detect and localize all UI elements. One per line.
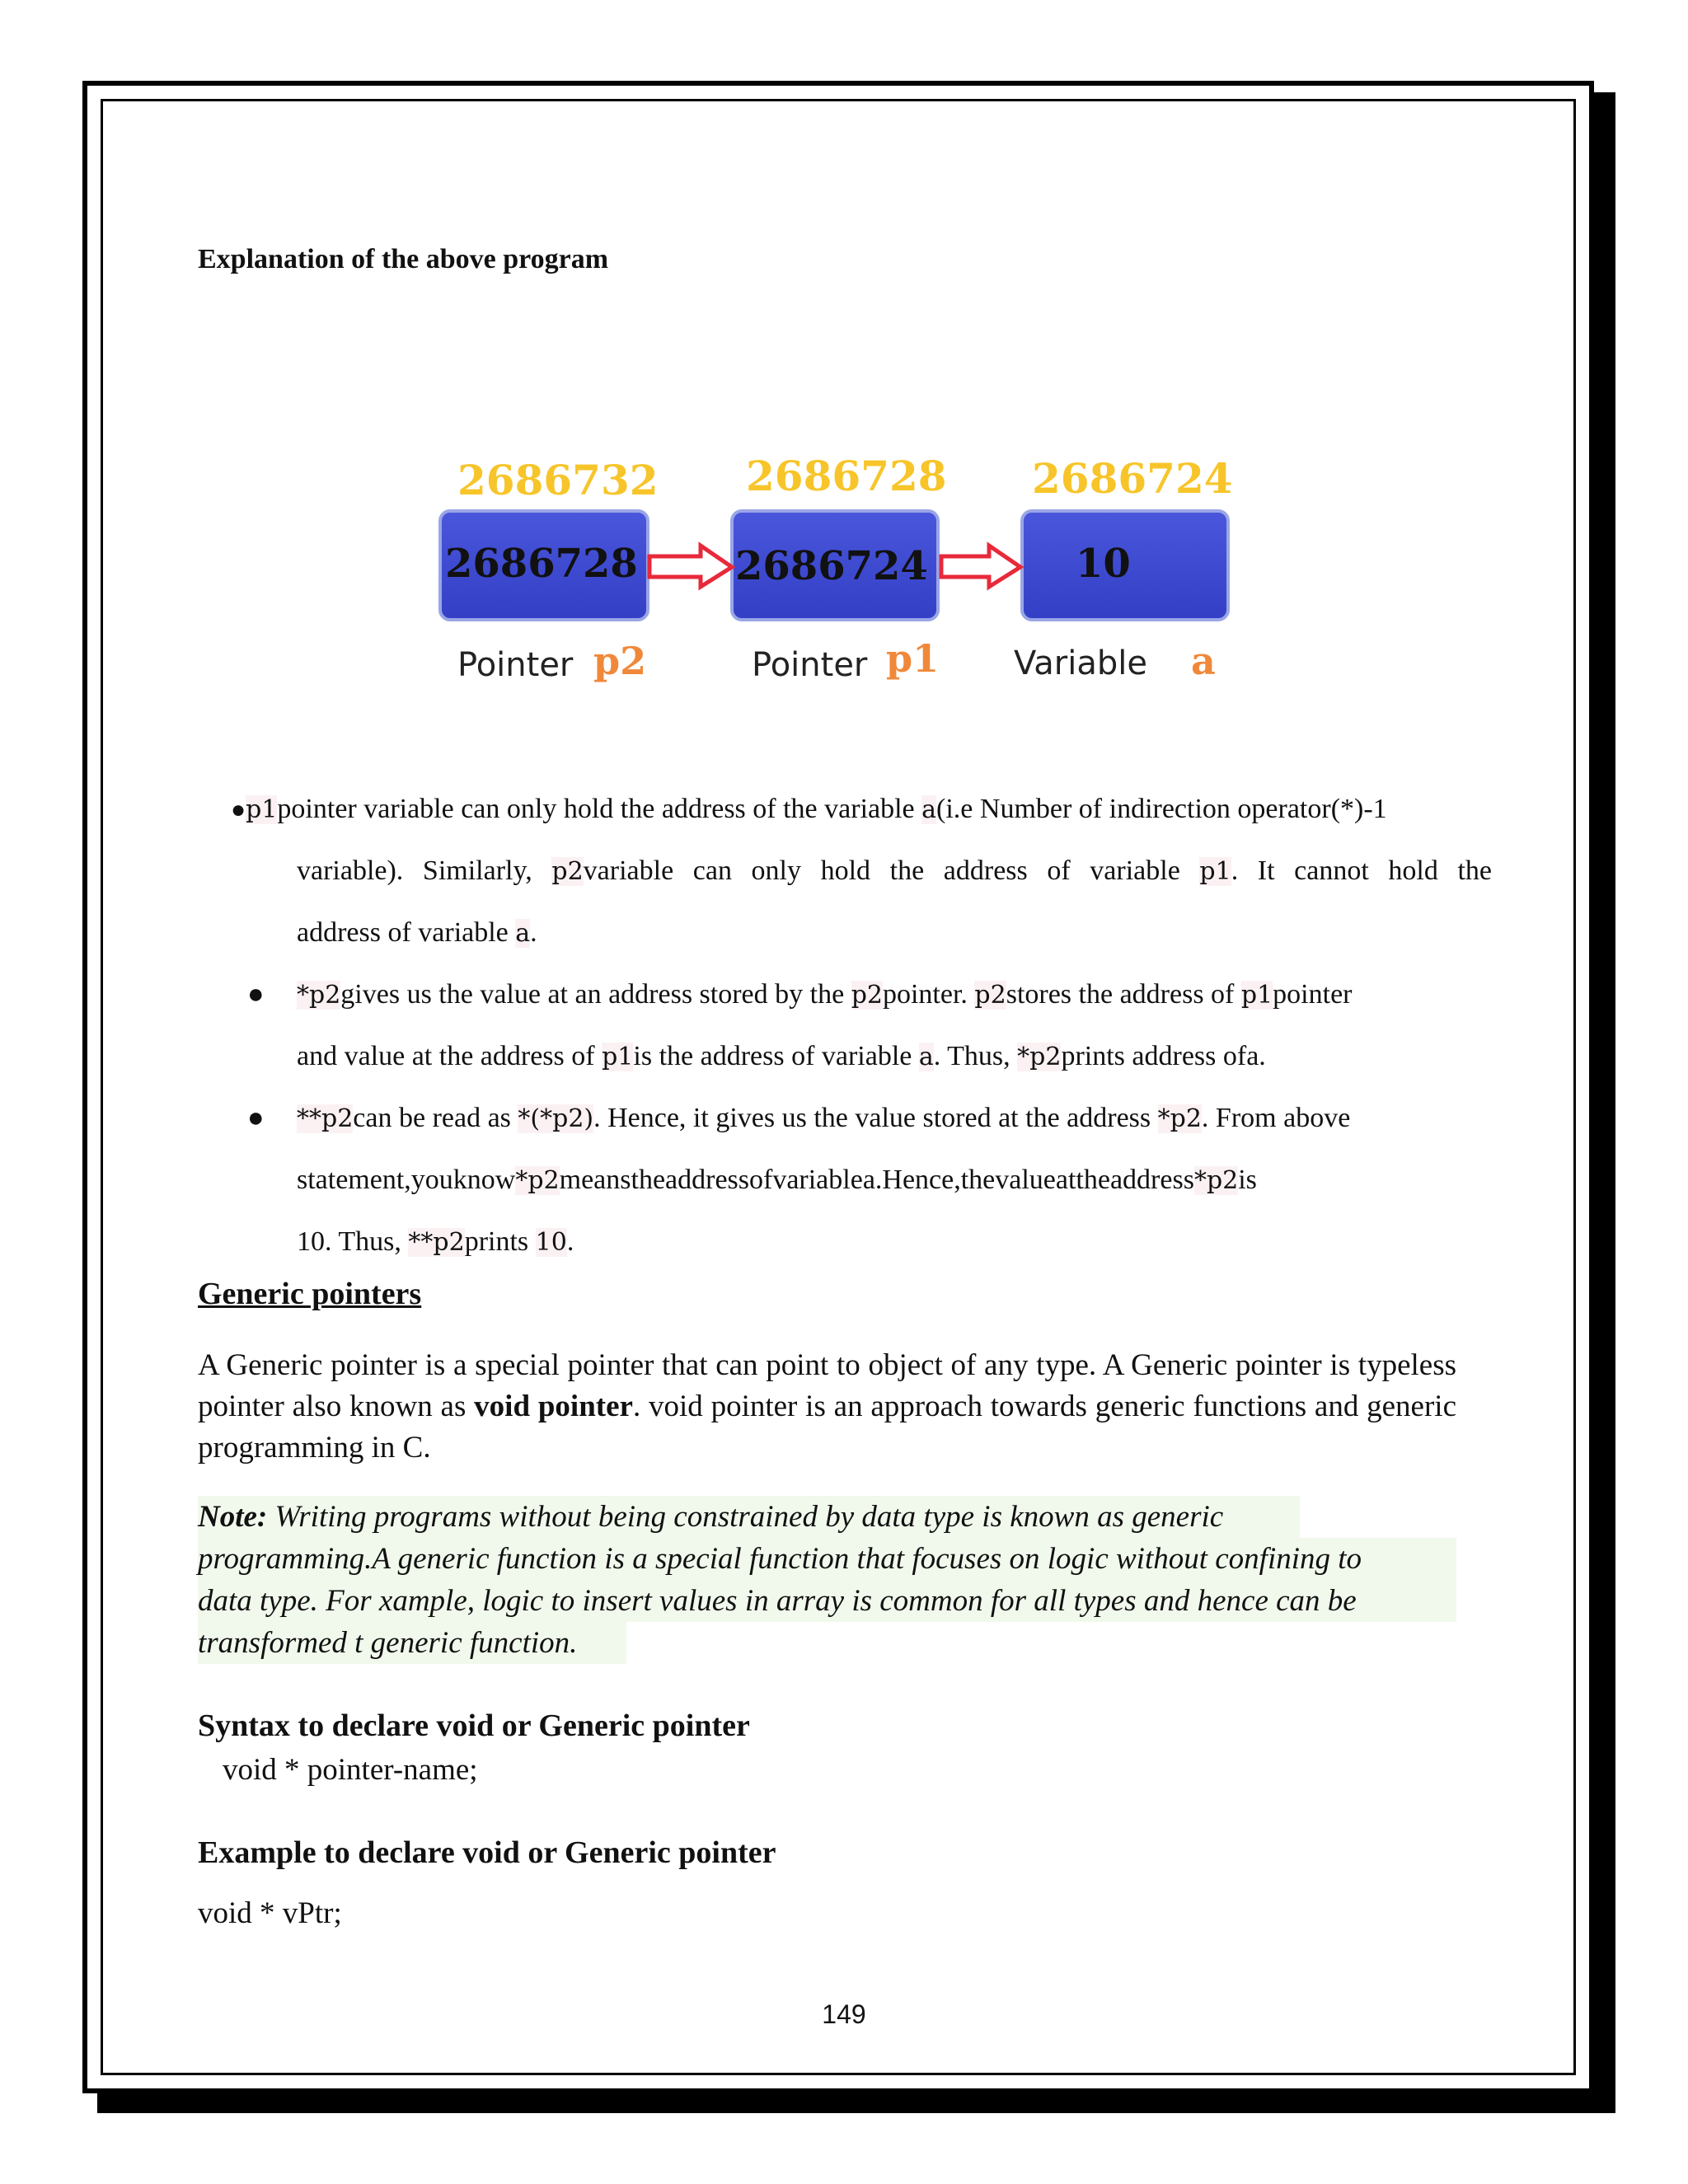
text: variable can only hold the address of variable: [583, 855, 1200, 886]
bullet-1-line-3: [297, 902, 1492, 964]
code-a: a: [515, 919, 531, 948]
label-pointer-p2: Pointer: [457, 646, 574, 684]
name-a: a: [1191, 639, 1216, 683]
bullet-1-line-2: [297, 841, 1492, 902]
text: is: [1238, 1165, 1257, 1195]
code: **p2: [297, 1104, 354, 1133]
text: pointer.: [882, 979, 975, 1010]
note-line-1: [198, 1496, 1300, 1538]
text: gives us the value at an address stored by the: [340, 979, 851, 1010]
arrow-p2-to-p1: [649, 546, 732, 587]
address-p1: 2686728: [746, 453, 947, 500]
text: variable). Similarly,: [297, 855, 552, 886]
bullet-3-line-1: [297, 1088, 1492, 1150]
address-p2: 2686732: [457, 456, 659, 504]
text: . It cannot hold the: [1231, 855, 1493, 886]
pointer-diagram: [429, 453, 1253, 701]
code: *p2: [515, 1166, 560, 1195]
bullet-dot: ●: [231, 796, 246, 823]
text: 10. Thus,: [297, 1226, 409, 1257]
bullet-3-line-3: [297, 1212, 1492, 1273]
note-line-3: data type. For xample, logic to insert values in array is common for all types and hence can be: [198, 1580, 1456, 1622]
text: and value at the address of: [297, 1041, 603, 1071]
syntax-heading: Syntax to declare void or Generic pointer: [198, 1708, 750, 1743]
bullet-1-line-1: [231, 779, 1492, 841]
text: can be read as: [353, 1103, 518, 1133]
text: . Hence, it gives us the value stored at the address: [593, 1103, 1158, 1133]
bullet-dot: ●: [247, 979, 265, 1010]
value-p1: 2686724: [735, 543, 928, 589]
text: . void pointer is an approach towards generic functions and generic programming in C.: [198, 1390, 1456, 1465]
code: p1: [1240, 981, 1273, 1010]
text: Writing programs without being constrained by data type is known as generic: [267, 1500, 1224, 1534]
text: (i.e Number of indirection operator(*)-1: [936, 794, 1387, 824]
code: *p2: [1157, 1104, 1202, 1133]
value-a: 10: [1076, 541, 1131, 587]
code-p2: p2: [551, 857, 584, 886]
bullet-dot: ●: [247, 1103, 265, 1133]
value-p2: 2686728: [445, 541, 638, 587]
code: *p2: [297, 981, 341, 1010]
arrow-p1-to-a: [941, 546, 1020, 587]
bullet-2-line-2: [297, 1026, 1492, 1088]
code: **p2: [408, 1228, 465, 1257]
text: meanstheaddressofvariablea.Hence,thevalueattheaddress: [559, 1165, 1194, 1195]
example-heading: Example to declare void or Generic pointer: [198, 1835, 776, 1870]
code: p2: [851, 981, 883, 1010]
text: statement,youknow: [297, 1165, 516, 1195]
note-block: [198, 1496, 1456, 1664]
text: . From above: [1201, 1103, 1351, 1133]
example-code: void * vPtr;: [198, 1896, 342, 1930]
page-number: 149: [822, 1999, 866, 2029]
bullet-1: [231, 779, 1492, 964]
code-p1: p1: [246, 795, 278, 824]
text: prints: [464, 1226, 536, 1257]
name-p1: p1: [886, 636, 940, 681]
bullet-3: [231, 1088, 1492, 1273]
note-label: Note:: [198, 1500, 268, 1534]
note-line-2: programming.A generic function is a special function that focuses on logic without confining to: [198, 1538, 1456, 1580]
code-a: a: [921, 795, 937, 824]
code: p2: [974, 981, 1006, 1010]
code: *(*p2): [518, 1104, 594, 1133]
code-p1: p1: [1199, 857, 1231, 886]
text: .: [566, 1226, 574, 1257]
generic-pointers-paragraph: [198, 1345, 1456, 1469]
label-pointer-p1: Pointer: [752, 646, 868, 684]
bullet-list: [231, 779, 1492, 1273]
text: A Generic pointer is a special pointer that can point to object of any type. A Generic pointer is typeless pointer also known as: [198, 1348, 1456, 1423]
name-p2: p2: [593, 639, 647, 683]
text: pointer variable can only hold the address of the variable: [277, 794, 922, 824]
bold-text: void pointer: [474, 1390, 633, 1423]
code: *p2: [1017, 1043, 1062, 1071]
code: *p2: [1193, 1166, 1239, 1195]
text: address of variable: [297, 917, 516, 948]
bullet-3-line-2: [297, 1150, 1492, 1212]
bullet-2: [231, 964, 1492, 1088]
label-variable-a: Variable: [1014, 644, 1147, 682]
code: 10: [535, 1228, 567, 1257]
text: pointer: [1273, 979, 1353, 1010]
text: . Thus,: [933, 1041, 1018, 1071]
address-a: 2686724: [1032, 454, 1233, 503]
bullet-2-line-1: [297, 964, 1492, 1026]
text: .: [530, 917, 537, 948]
code: a: [918, 1043, 934, 1071]
code: p1: [602, 1043, 634, 1071]
text: stores the address of: [1006, 979, 1241, 1010]
text: prints address ofa.: [1061, 1041, 1266, 1071]
text: is the address of variable: [633, 1041, 919, 1071]
syntax-code: void * pointer-name;: [223, 1753, 478, 1787]
explanation-heading: Explanation of the above program: [198, 244, 609, 274]
note-line-4: transformed t generic function.: [198, 1622, 626, 1664]
generic-pointers-heading: Generic pointers: [198, 1277, 422, 1311]
